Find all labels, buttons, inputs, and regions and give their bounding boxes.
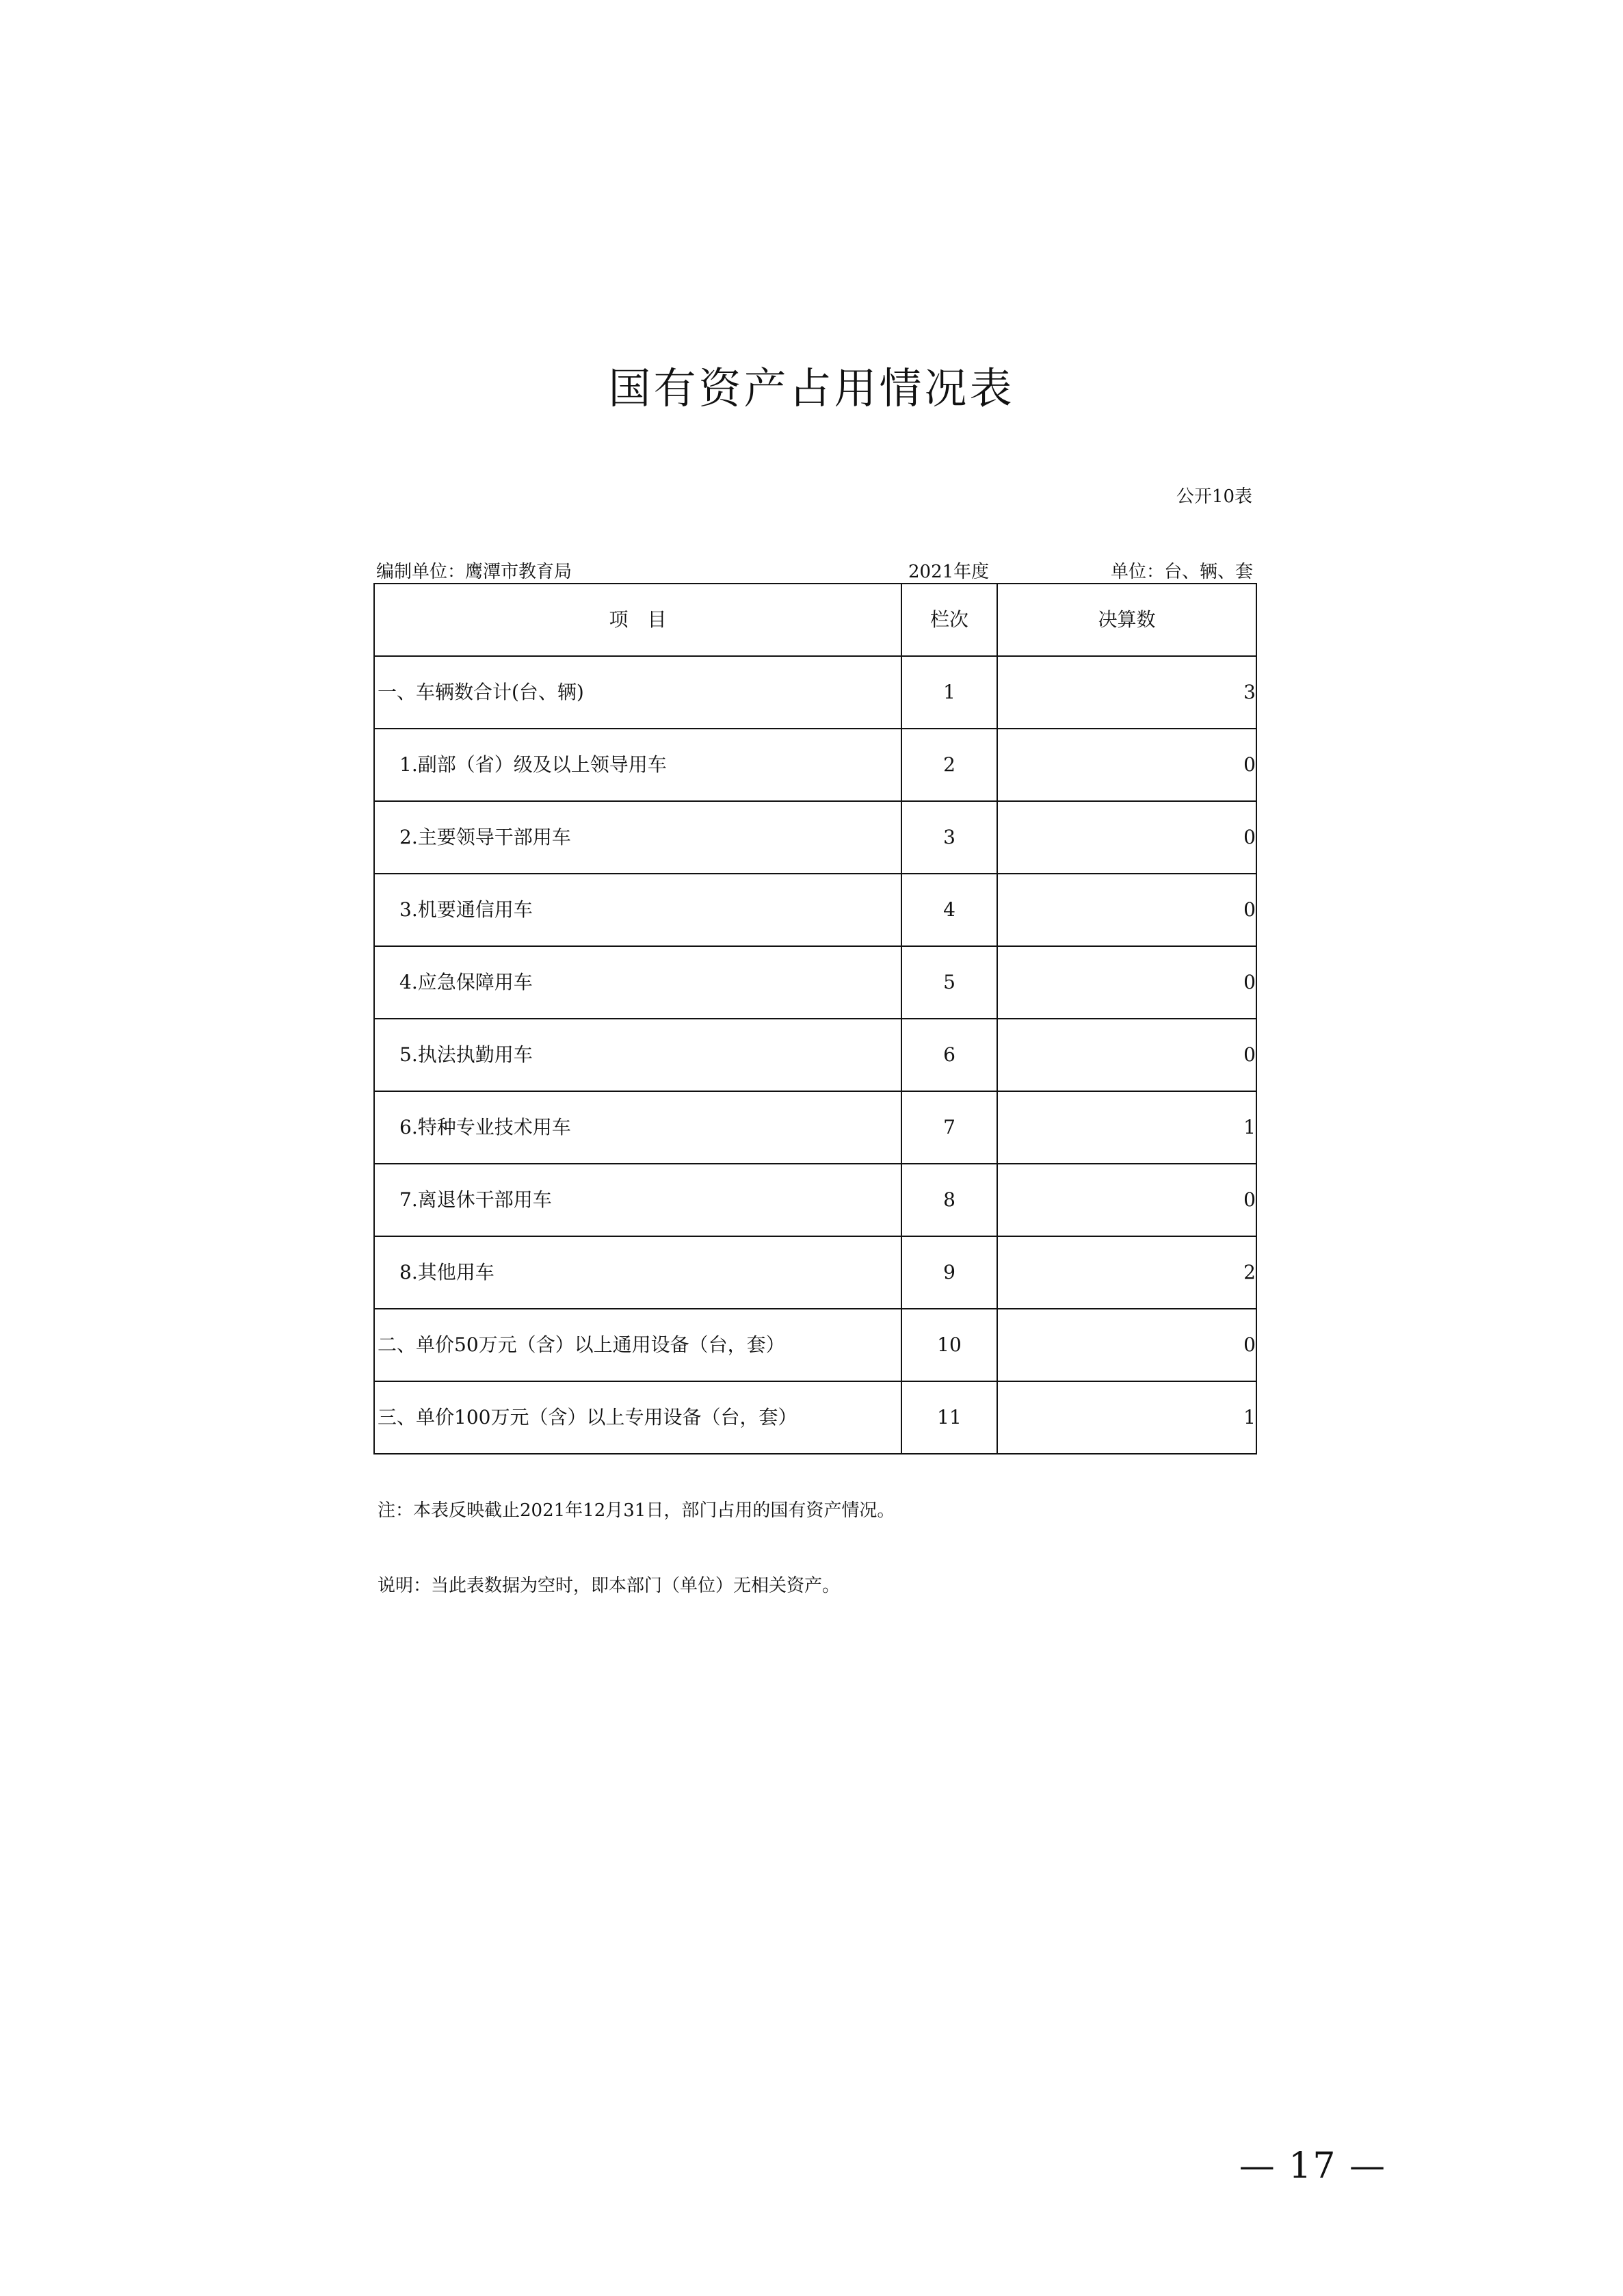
header-item: 项 目 xyxy=(374,584,901,656)
row-item: 二、单价50万元（含）以上通用设备（台，套） xyxy=(374,1309,901,1381)
asset-table xyxy=(373,583,1257,1454)
header-value: 决算数 xyxy=(997,584,1256,656)
row-item: 5.执法执勤用车 xyxy=(374,1019,901,1091)
table-row xyxy=(374,1164,1256,1236)
measure-unit: 单位：台、辆、套 xyxy=(1110,562,1253,582)
table-meta-row xyxy=(376,560,1253,584)
row-value: 1 xyxy=(997,1381,1256,1454)
row-column: 7 xyxy=(901,1091,997,1164)
row-item: 一、车辆数合计(台、辆) xyxy=(374,656,901,729)
row-value: 0 xyxy=(997,946,1256,1019)
row-item: 7.离退休干部用车 xyxy=(374,1164,901,1236)
table-row xyxy=(374,1236,1256,1309)
page-number: — 17 — xyxy=(1239,2145,1386,2187)
row-value: 0 xyxy=(997,1309,1256,1381)
table-code: 公开10表 xyxy=(1176,486,1252,507)
row-column: 10 xyxy=(901,1309,997,1381)
table-row xyxy=(374,874,1256,946)
header-column: 栏次 xyxy=(901,584,997,656)
row-value: 0 xyxy=(997,729,1256,801)
row-column: 6 xyxy=(901,1019,997,1091)
page-title: 国有资产占用情况表 xyxy=(608,363,1015,413)
row-value: 3 xyxy=(997,656,1256,729)
table-row xyxy=(374,656,1256,729)
row-value: 2 xyxy=(997,1236,1256,1309)
table-note: 注：本表反映截止2021年12月31日，部门占用的国有资产情况。 xyxy=(378,1500,895,1521)
compiling-unit: 编制单位：鹰潭市教育局 xyxy=(376,562,572,582)
row-value: 1 xyxy=(997,1091,1256,1164)
row-column: 11 xyxy=(901,1381,997,1454)
row-value: 0 xyxy=(997,874,1256,946)
table-row xyxy=(374,946,1256,1019)
table-row xyxy=(374,801,1256,874)
table-row xyxy=(374,729,1256,801)
row-column: 5 xyxy=(901,946,997,1019)
table-row xyxy=(374,1381,1256,1454)
table-row xyxy=(374,1019,1256,1091)
table-explanation: 说明：当此表数据为空时，即本部门（单位）无相关资产。 xyxy=(378,1576,841,1596)
fiscal-year: 2021年度 xyxy=(908,562,990,582)
row-item: 1.副部（省）级及以上领导用车 xyxy=(374,729,901,801)
row-item: 6.特种专业技术用车 xyxy=(374,1091,901,1164)
row-item: 三、单价100万元（含）以上专用设备（台，套） xyxy=(374,1381,901,1454)
row-column: 8 xyxy=(901,1164,997,1236)
row-item: 2.主要领导干部用车 xyxy=(374,801,901,874)
row-item: 4.应急保障用车 xyxy=(374,946,901,1019)
row-column: 3 xyxy=(901,801,997,874)
row-column: 9 xyxy=(901,1236,997,1309)
row-item: 8.其他用车 xyxy=(374,1236,901,1309)
row-column: 2 xyxy=(901,729,997,801)
row-column: 4 xyxy=(901,874,997,946)
row-value: 0 xyxy=(997,801,1256,874)
table-header-row xyxy=(374,584,1256,656)
row-value: 0 xyxy=(997,1019,1256,1091)
row-value: 0 xyxy=(997,1164,1256,1236)
row-item: 3.机要通信用车 xyxy=(374,874,901,946)
table-row xyxy=(374,1091,1256,1164)
table-row xyxy=(374,1309,1256,1381)
row-column: 1 xyxy=(901,656,997,729)
